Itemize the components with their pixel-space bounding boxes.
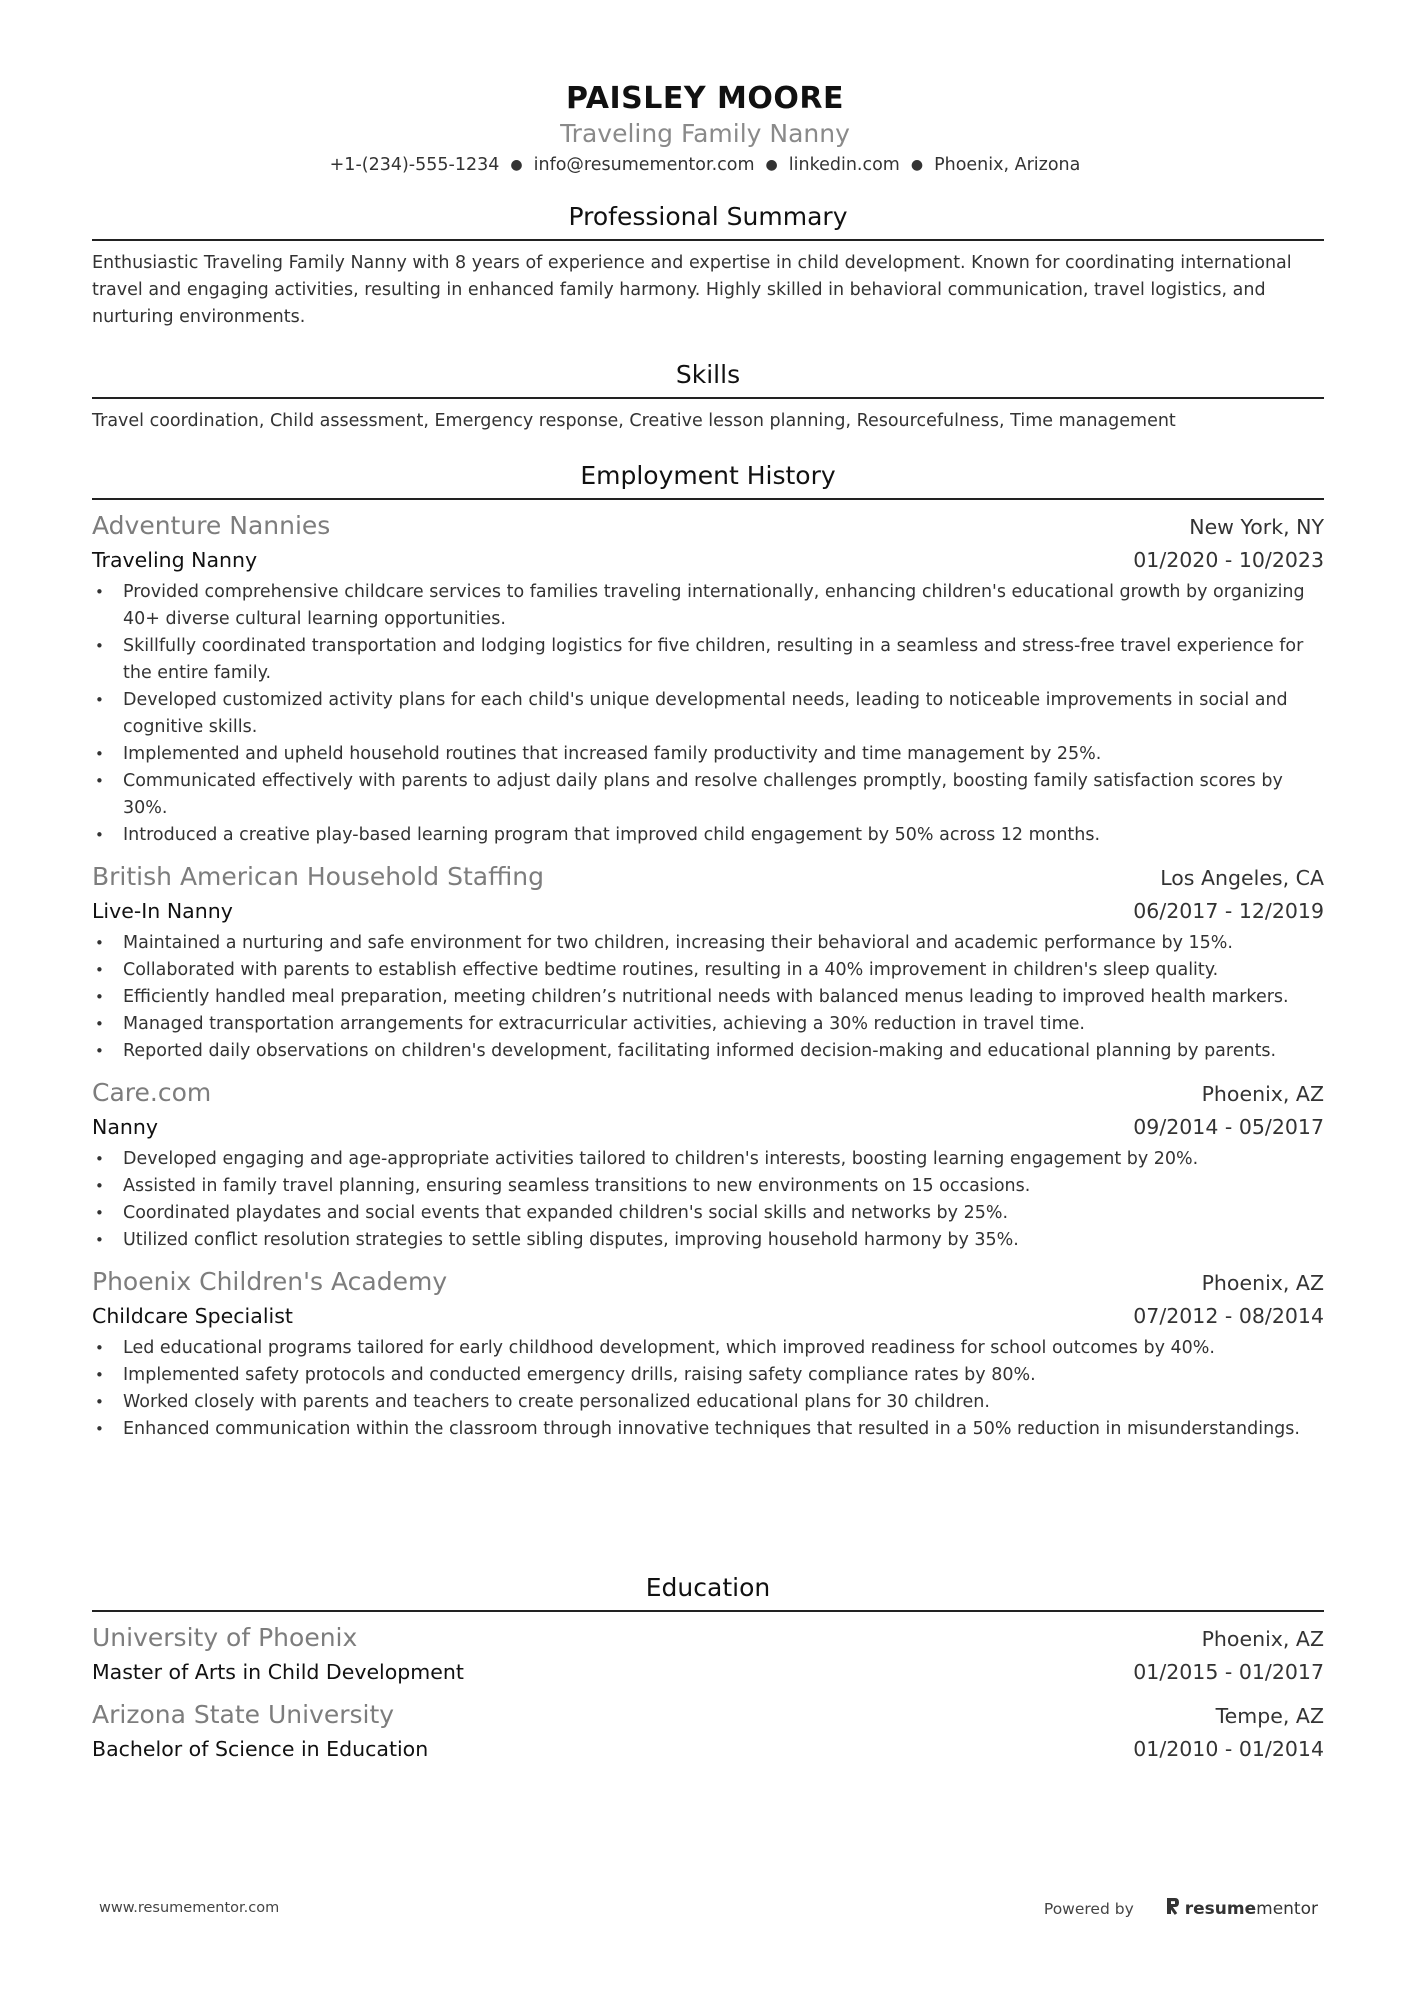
job-header-row [92,860,1324,895]
resumementor-logo-icon [1164,1896,1180,1921]
separator-dot: ● [765,157,778,173]
contact-email[interactable]: info@resumementor.com [533,155,755,175]
job-dates: 06/2017 - 12/2019 [1133,899,1324,923]
logo-text-bold: resume [1184,1898,1257,1919]
job-company: Phoenix Children's Academy [92,1267,448,1296]
job-role-row [92,895,1324,927]
job-location: Phoenix, AZ [1201,1082,1324,1106]
skills-text: Travel coordination, Child assessment, Emergency response, Creative lesson planning, Resourcefulness, Time management [92,411,1176,431]
job-role: Traveling Nanny [92,548,258,572]
school-location: Phoenix, AZ [1201,1627,1324,1651]
job-company: Care.com [92,1078,212,1107]
education-entry [92,1698,1324,1765]
school-name: Arizona State University [92,1700,395,1729]
job-entry [92,509,1324,849]
employment-section [92,460,1324,1443]
job-bullet: • Led educational programs tailored for early childhood development, which improved readiness for school outcomes by 40%. [92,1335,1324,1362]
job-bullets [92,1335,1324,1443]
candidate-title: Traveling Family Nanny [560,119,850,148]
job-role: Childcare Specialist [92,1304,293,1328]
job-entry [92,1265,1324,1443]
education-degree-row [92,1733,1324,1765]
job-bullet: • Communicated effectively with parents to adjust daily plans and resolve challenges promptly, boosting family satisfaction scores by 30%. [92,768,1324,822]
candidate-name: PAISLEY MOORE [566,81,844,116]
resumementor-logo[interactable] [1164,1896,1318,1921]
section-heading: Professional Summary [92,201,1324,241]
job-bullet: • Collaborated with parents to establish effective bedtime routines, resulting in a 40% improvement in children's sleep quality. [92,957,1324,984]
job-dates: 09/2014 - 05/2017 [1133,1115,1324,1139]
job-bullet: • Coordinated playdates and social events that expanded children's social skills and networks by 25%. [92,1200,1324,1227]
job-bullet: • Efficiently handled meal preparation, meeting children’s nutritional needs with balanced menus leading to improved health markers. [92,984,1324,1011]
section-heading: Skills [92,359,1324,399]
education-dates: 01/2010 - 01/2014 [1133,1737,1324,1761]
skills-section [92,359,1324,435]
footer-branding [1044,1896,1318,1921]
education-header-row [92,1698,1324,1733]
job-bullets [92,930,1324,1065]
job-bullet: • Introduced a creative play-based learning program that improved child engagement by 50% across 12 months. [92,822,1324,849]
job-bullet: • Enhanced communication within the classroom through innovative techniques that resulted in a 50% reduction in misunderstandings. [92,1416,1324,1443]
logo-text-light: mentor [1256,1898,1318,1919]
job-header-row [92,509,1324,544]
school-location: Tempe, AZ [1215,1704,1324,1728]
job-bullets [92,579,1324,849]
contact-phone: +1-(234)-555-1234 [329,155,500,175]
job-bullet: • Worked closely with parents and teachers to create personalized educational plans for 30 children. [92,1389,1324,1416]
job-dates: 07/2012 - 08/2014 [1133,1304,1324,1328]
job-location: Los Angeles, CA [1160,866,1324,890]
job-role-row [92,544,1324,576]
job-bullet: • Maintained a nurturing and safe environment for two children, increasing their behavioral and academic performance by 15%. [92,930,1324,957]
job-bullet: • Reported daily observations on children's development, facilitating informed decision-making and educational planning by parents. [92,1038,1324,1065]
resume-header [0,80,1410,178]
job-bullet: • Provided comprehensive childcare services to families traveling internationally, enhancing children's educational growth by organizing 40+ diverse cultural learning opportunities. [92,579,1324,633]
education-entry [92,1621,1324,1688]
job-role-row [92,1300,1324,1332]
job-bullet: • Implemented safety protocols and conducted emergency drills, raising safety compliance rates by 80%. [92,1362,1324,1389]
separator-dot: ● [910,157,924,173]
job-bullet: • Skillfully coordinated transportation and lodging logistics for five children, resulting in a seamless and stress-free travel experience for the entire family. [92,633,1324,687]
section-heading: Education [92,1572,1324,1612]
contact-line [0,152,1410,178]
job-bullet: • Assisted in family travel planning, ensuring seamless transitions to new environments on 15 occasions. [92,1173,1324,1200]
job-entry [92,1076,1324,1254]
summary-text: Enthusiastic Traveling Family Nanny with 8 years of experience and expertise in child development. Known for coordinating international travel and engaging activities, resulting in enhanced family harmony. Highly skilled in behavioral communication, travel logistics, and nurturing environments. [92,253,1292,327]
job-bullet: • Developed engaging and age-appropriate activities tailored to children's interests, boosting learning engagement by 20%. [92,1146,1324,1173]
education-degree-row [92,1656,1324,1688]
education-header-row [92,1621,1324,1656]
education-section [92,1572,1324,1765]
education-dates: 01/2015 - 01/2017 [1133,1660,1324,1684]
job-bullet: • Managed transportation arrangements for extracurricular activities, achieving a 30% reduction in travel time. [92,1011,1324,1038]
summary-section [92,201,1324,331]
contact-location: Phoenix, Arizona [934,155,1081,175]
section-heading: Employment History [92,460,1324,500]
job-role: Live-In Nanny [92,899,233,923]
job-role-row [92,1111,1324,1143]
footer-website[interactable]: www.resumementor.com [99,1900,280,1916]
job-bullet: • Implemented and upheld household routines that increased family productivity and time management by 25%. [92,741,1324,768]
job-bullet: • Developed customized activity plans for each child's unique developmental needs, leading to noticeable improvements in social and cognitive skills. [92,687,1324,741]
degree: Bachelor of Science in Education [92,1737,429,1761]
job-header-row [92,1076,1324,1111]
job-company: Adventure Nannies [92,511,331,540]
contact-linkedin[interactable]: linkedin.com [788,155,900,175]
job-location: New York, NY [1189,515,1324,539]
job-dates: 01/2020 - 10/2023 [1133,548,1324,572]
job-bullets [92,1146,1324,1254]
job-header-row [92,1265,1324,1300]
job-role: Nanny [92,1115,159,1139]
job-company: British American Household Staffing [92,862,544,891]
job-bullet: • Utilized conflict resolution strategies to settle sibling disputes, improving household harmony by 35%. [92,1227,1324,1254]
job-entry [92,860,1324,1065]
powered-by-label: Powered by [1043,1899,1134,1918]
degree: Master of Arts in Child Development [92,1660,464,1684]
school-name: University of Phoenix [92,1623,358,1652]
job-location: Phoenix, AZ [1201,1271,1324,1295]
separator-dot: ● [510,157,523,173]
